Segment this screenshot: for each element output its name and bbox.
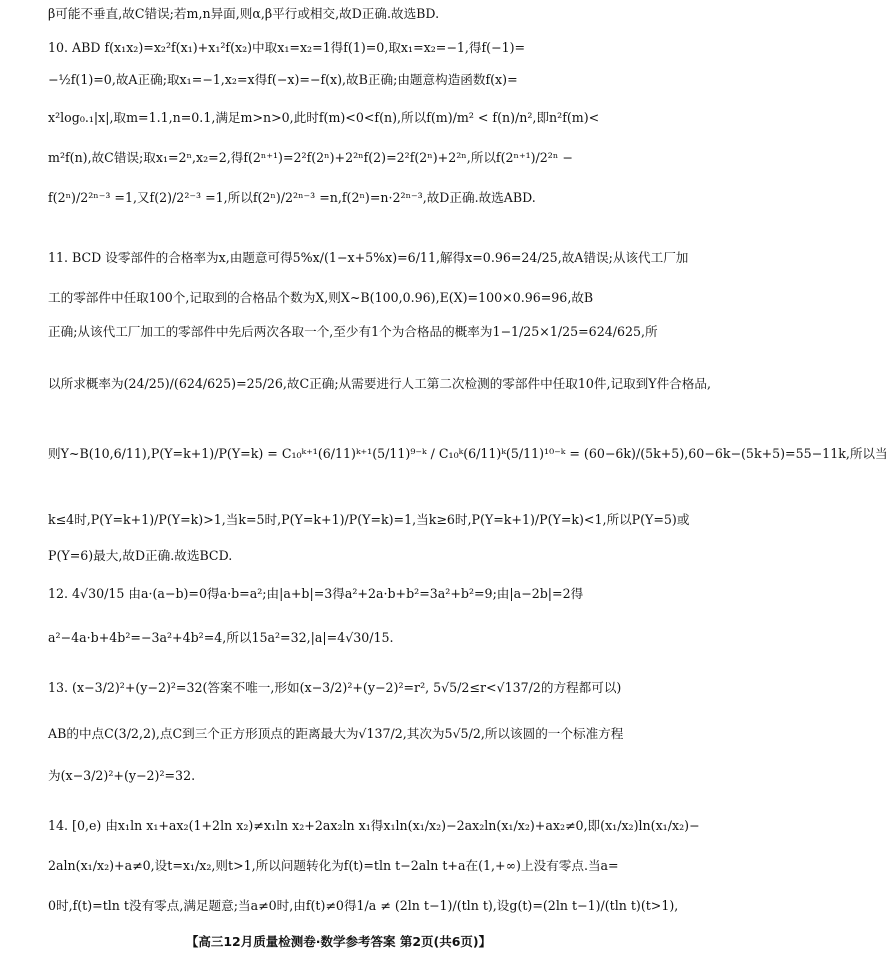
text-line: P(Y=6)最大,故D正确.故选BCD. — [48, 548, 233, 563]
text-line: 11. BCD 设零部件的合格率为x,由题意可得5%x/(1−x+5%x)=6/11,解得x=0.96=24/25,故A错误;从该代工厂加 — [48, 250, 689, 265]
text-line: 以所求概率为(24/25)/(624/625)=25/26,故C正确;从需要进行人工第二次检测的零部件中任取10件,记取到Y件合格品, — [48, 376, 711, 391]
text-line: f(2ⁿ)/2²ⁿ⁻³ =1,又f(2)/2²⁻³ =1,所以f(2ⁿ)/2²ⁿ⁻³ =n,f(2ⁿ)=n·2²ⁿ⁻³,故D正确.故选ABD. — [48, 190, 536, 205]
text-line: 14. [0,e) 由x₁ln x₁+ax₂(1+2ln x₂)≠x₁ln x₂+2ax₂ln x₁得x₁ln(x₁/x₂)−2ax₂ln(x₁/x₂)+ax₂≠0,即(x₁/x₂)ln(x₁/x₂)− — [48, 818, 700, 833]
text-line: 12. 4√30/15 由a·(a−b)=0得a·b=a²;由|a+b|=3得a²+2a·b+b²=3a²+b²=9;由|a−2b|=2得 — [48, 586, 584, 601]
text-line: 则Y~B(10,6/11),P(Y=k+1)/P(Y=k) = C₁₀ᵏ⁺¹(6/11)ᵏ⁺¹(5/11)⁹⁻ᵏ / C₁₀ᵏ(6/11)ᵏ(5/11)¹⁰⁻ᵏ = (60−6k)/(5k+5),60−6k−(5k+5)=55−11k,所以当 — [48, 446, 888, 461]
text-line: x²log₀.₁|x|,取m=1.1,n=0.1,满足m>n>0,此时f(m)<0<f(n),所以f(m)/m² < f(n)/n²,即n²f(m)< — [48, 110, 600, 125]
text-line: 2aln(x₁/x₂)+a≠0,设t=x₁/x₂,则t>1,所以问题转化为f(t)=tln t−2aln t+a在(1,+∞)上没有零点.当a= — [48, 858, 619, 873]
text-line: k≤4时,P(Y=k+1)/P(Y=k)>1,当k=5时,P(Y=k+1)/P(Y=k)=1,当k≥6时,P(Y=k+1)/P(Y=k)<1,所以P(Y=5)或 — [48, 512, 690, 527]
text-line: β可能不垂直,故C错误;若m,n异面,则α,β平行或相交,故D正确.故选BD. — [48, 6, 440, 21]
text-line: 13. (x−3/2)²+(y−2)²=32(答案不唯一,形如(x−3/2)²+(y−2)²=r², 5√5/2≤r<√137/2的方程都可以) — [48, 680, 622, 695]
text-line: 10. ABD f(x₁x₂)=x₂²f(x₁)+x₁²f(x₂)中取x₁=x₂=1得f(1)=0,取x₁=x₂=−1,得f(−1)= — [48, 40, 526, 55]
text-line: 为(x−3/2)²+(y−2)²=32. — [48, 768, 196, 783]
text-line: m²f(n),故C错误;取x₁=2ⁿ,x₂=2,得f(2ⁿ⁺¹)=2²f(2ⁿ)+2²ⁿf(2)=2²f(2ⁿ)+2²ⁿ,所以f(2ⁿ⁺¹)/2²ⁿ − — [48, 150, 573, 165]
text-line: 0时,f(t)=tln t没有零点,满足题意;当a≠0时,由f(t)≠0得1/a ≠ (2ln t−1)/(tln t),设g(t)=(2ln t−1)/(tln t)(t>1), — [48, 898, 679, 913]
text-line: 工的零部件中任取100个,记取到的合格品个数为X,则X~B(100,0.96),E(X)=100×0.96=96,故B — [48, 290, 594, 305]
text-line: a²−4a·b+4b²=−3a²+4b²=4,所以15a²=32,|a|=4√30/15. — [48, 630, 394, 645]
text-line: −½f(1)=0,故A正确;取x₁=−1,x₂=x得f(−x)=−f(x),故B正确;由题意构造函数f(x)= — [48, 72, 518, 87]
text-line: 正确;从该代工厂加工的零部件中先后两次各取一个,至少有1个为合格品的概率为1−1/25×1/25=624/625,所 — [48, 324, 658, 339]
page-footer: 【高三12月质量检测卷·数学参考答案 第2页(共6页)】 — [185, 934, 492, 949]
text-line: AB的中点C(3/2,2),点C到三个正方形顶点的距离最大为√137/2,其次为5√5/2,所以该圆的一个标准方程 — [48, 726, 624, 741]
